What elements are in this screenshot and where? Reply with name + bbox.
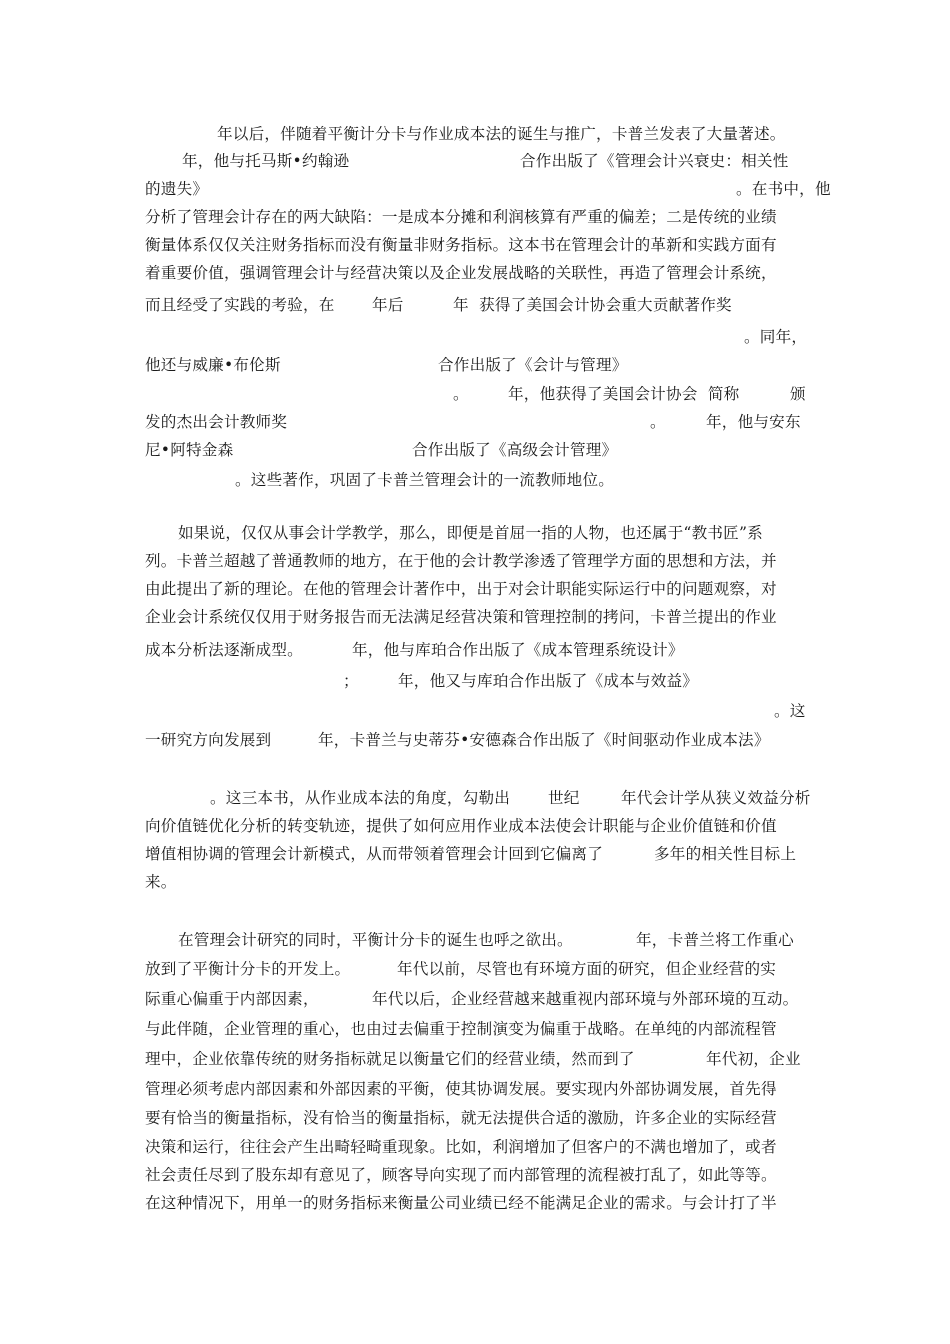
text-line: 颁 [790, 385, 806, 403]
text-line: 年以后，伴随着平衡计分卡与作业成本法的诞生与推广，卡普兰发表了大量著述。 [217, 125, 786, 143]
text-line: ； [343, 672, 359, 690]
text-line: 在这种情况下，用单一的财务指标来衡量公司业绩已经不能满足企业的需求。与会计打了半 [145, 1194, 777, 1212]
text-line: 年，他与库珀合作出版了《成本管理系统设计》 [352, 641, 684, 659]
text-line: 年后 [372, 296, 404, 314]
text-line: 际重心偏重于内部因素， [145, 990, 319, 1008]
text-line: 决策和运行，往往会产生出畸轻畸重现象。比如，利润增加了但客户的不满也增加了，或者 [145, 1138, 777, 1156]
text-line: 社会责任尽到了股东却有意见了，顾客导向实现了而内部管理的流程被打乱了，如此等等。 [145, 1166, 777, 1184]
text-line: 衡量体系仅仅关注财务指标而没有衡量非财务指标。这本书在管理会计的革新和实践方面有 [145, 236, 777, 254]
text-line: 由此提出了新的理论。在他的管理会计著作中，出于对会计职能实际运行中的问题观察，对 [145, 580, 777, 598]
text-line: 。这三本书，从作业成本法的角度，勾勒出 [210, 789, 511, 807]
text-line: 分析了管理会计存在的两大缺陷：一是成本分摊和利润核算有严重的偏差；二是传统的业绩 [145, 208, 777, 226]
text-line: 在管理会计研究的同时，平衡计分卡的诞生也呼之欲出。 [178, 931, 573, 949]
text-line: 合作出版了《会计与管理》 [438, 356, 628, 374]
text-line: 与此伴随，企业管理的重心，也由过去偏重于控制演变为偏重于战略。在单纯的内部流程管 [145, 1020, 777, 1038]
text-line: 年代初，企业 [706, 1050, 801, 1068]
text-line: 他还与威廉•布伦斯 [145, 356, 281, 374]
text-line: 年，卡普兰与史蒂芬•安德森合作出版了《时间驱动作业成本法》 [318, 731, 770, 749]
text-line: 世纪 [548, 789, 580, 807]
text-line: 增值相协调的管理会计新模式，从而带领着管理会计回到它偏离了 [145, 845, 604, 863]
text-line: 尼•阿特金森 [145, 441, 234, 459]
text-line: 合作出版了《管理会计兴衰史：相关性 [520, 152, 789, 170]
text-line: 的遗失》 [145, 180, 209, 198]
text-line: 年 获得了美国会计协会重大贡献著作奖 [453, 296, 732, 314]
text-line: 。这 [774, 702, 806, 720]
text-line: 年，他与托马斯•约翰逊 [182, 152, 350, 170]
text-line: 多年的相关性目标上 [654, 845, 797, 863]
text-line: 。 [650, 413, 666, 431]
text-line: 年，他与安东 [706, 413, 801, 431]
text-line: 。在书中，他 [736, 180, 831, 198]
text-line: 着重要价值，强调管理会计与经营决策以及企业发展战略的关联性，再造了管理会计系统， [145, 264, 777, 282]
text-line: 向价值链优化分析的转变轨迹，提供了如何应用作业成本法使会计职能与企业价值链和价值 [145, 817, 777, 835]
text-line: 发的杰出会计教师奖 [145, 413, 288, 431]
text-line: 年代以前，尽管也有环境方面的研究，但企业经营的实 [397, 960, 777, 978]
text-line: 而且经受了实践的考验，在 [145, 296, 335, 314]
text-line: 成本分析法逐渐成型。 [145, 641, 303, 659]
text-line: 年代会计学从狭义效益分析 [621, 789, 811, 807]
text-line: 。 [453, 385, 469, 403]
text-line: 。同年， [744, 328, 808, 346]
text-line: 一研究方向发展到 [145, 731, 272, 749]
text-line: 放到了平衡计分卡的开发上。 [145, 960, 351, 978]
text-line: 年代以后，企业经营越来越重视内部环境与外部环境的互动。 [372, 990, 799, 1008]
text-line: 合作出版了《高级会计管理》 [412, 441, 618, 459]
text-line: 年，他又与库珀合作出版了《成本与效益》 [398, 672, 699, 690]
text-line: 如果说，仅仅从事会计学教学，那么，即便是首屈一指的人物，也还属于“教书匠”系 [178, 524, 763, 542]
text-line: 年，卡普兰将工作重心 [636, 931, 794, 949]
text-line: 企业会计系统仅仅用于财务报告而无法满足经营决策和管理控制的拷问，卡普兰提出的作业 [145, 608, 777, 626]
text-line: 。这些著作，巩固了卡普兰管理会计的一流教师地位。 [235, 471, 615, 489]
text-line: 列。卡普兰超越了普通教师的地方，在于他的会计教学渗透了管理学方面的思想和方法，并 [145, 552, 777, 570]
text-line: 管理必须考虑内部因素和外部因素的平衡，使其协调发展。要实现内外部协调发展，首先得 [145, 1080, 777, 1098]
text-line: 年，他获得了美国会计协会 简称 [508, 385, 740, 403]
text-line: 理中，企业依靠传统的财务指标就足以衡量它们的经营业绩，然而到了 [145, 1050, 635, 1068]
text-line: 来。 [145, 873, 177, 891]
text-line: 要有恰当的衡量指标，没有恰当的衡量指标，就无法提供合适的激励，许多企业的实际经营 [145, 1109, 777, 1127]
